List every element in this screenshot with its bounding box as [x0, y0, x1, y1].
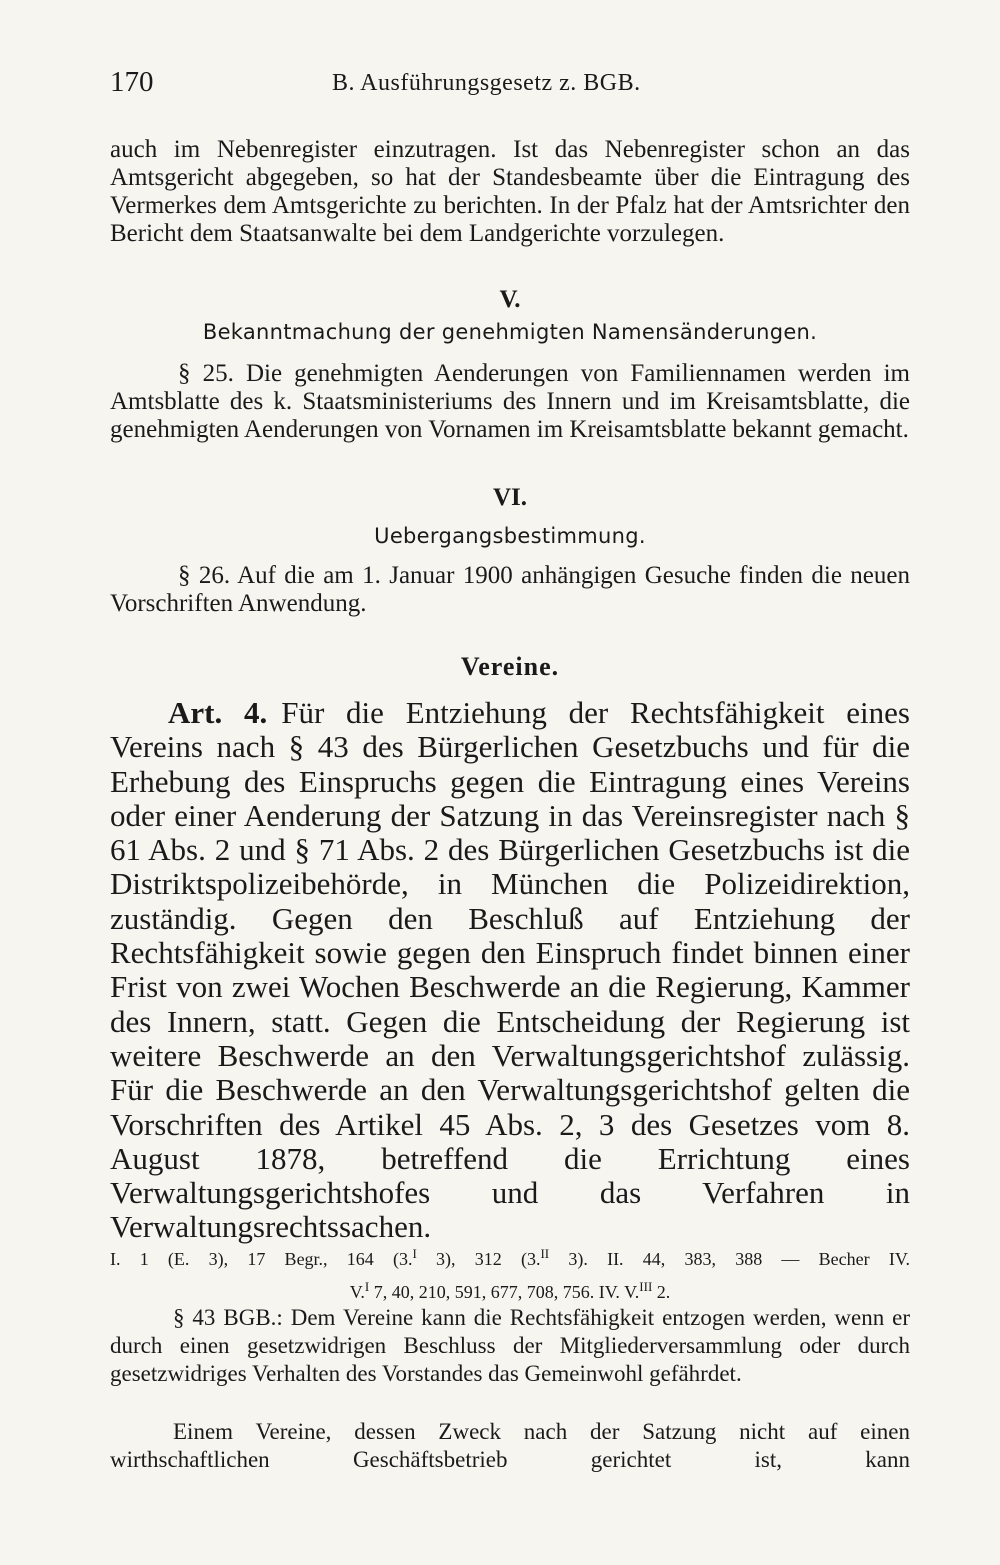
- references-block: [110, 1240, 910, 1306]
- page-number: 170: [110, 66, 154, 98]
- ref-superscript: II: [540, 1246, 550, 1261]
- article-4-paragraph: [110, 696, 910, 1245]
- article-label: Art. 4.: [168, 695, 268, 730]
- page-header: [110, 66, 910, 106]
- intro-paragraph-block: [110, 136, 910, 248]
- section-vi-paragraph: § 26. Auf die am 1. Januar 1900 anhängigen Gesuche finden die neuen Vorschriften Anwendung.: [110, 562, 910, 617]
- article-4-block: [110, 696, 910, 1245]
- section-vi-title: Uebergangsbestimmung.: [374, 524, 646, 548]
- section-v-numeral: V.: [499, 286, 521, 313]
- ref-text: V.: [349, 1282, 365, 1302]
- ref-superscript: I: [364, 1279, 370, 1294]
- section-v-paragraph: § 25. Die genehmigten Aenderungen von Familiennamen werden im Amtsblatte des k. Staatsministeriums des Innern und im Kreisamtsblatte, die genehmigten Aenderungen von Vornamen im Kreisamtsblatte bekannt gemacht.: [110, 360, 910, 443]
- ref-superscript: I: [412, 1246, 417, 1261]
- section-vi-numeral: VI.: [492, 484, 528, 511]
- running-title: B. Ausführungsgesetz z. BGB.: [332, 70, 641, 96]
- ref-text: 7, 40, 210, 591, 677, 708, 756. IV. V.: [373, 1282, 640, 1302]
- reference-line-1: [110, 1240, 910, 1273]
- ref-text: 3), 312 (3.: [436, 1249, 541, 1269]
- reference-line-2: [110, 1273, 910, 1306]
- bgb-note-paragraph-2: Einem Vereine, dessen Zweck nach der Satzung nicht auf einen wirthschaftlichen Geschäftsbetrieb gerichtet ist, kann: [110, 1419, 910, 1472]
- vereine-heading: Vereine.: [460, 652, 560, 681]
- ref-text: I. 1 (E. 3), 17 Begr., 164 (3.: [110, 1249, 413, 1269]
- section-v-block: [110, 360, 910, 444]
- section-v-title: Bekanntmachung der genehmigten Namensänderungen.: [202, 320, 818, 344]
- article-text: Für die Entziehung der Rechtsfähigkeit eines Vereins nach § 43 des Bürgerlichen Gesetzbuchs und für die Erhebung des Einspruchs gegen die Eintragung eines Vereins oder einer Aenderung der Satzung in das Vereinsregister nach § 61 Abs. 2 und § 71 Abs. 2 des Bürgerlichen Gesetzbuchs ist die Distriktspolizeibehörde, in München die Polizeidirektion, zuständig. Gegen den Beschluß auf Entziehung der Rechtsfähigkeit sowie gegen den Einspruch findet binnen einer Frist von zwei Wochen Beschwerde an die Regierung, Kammer des Innern, statt. Gegen die Entscheidung der Regierung ist weitere Beschwerde an den Verwaltungsgerichtshof zulässig. Für die Beschwerde an den Verwaltungsgerichtshof gelten die Vorschriften des Artikel 45 Abs. 2, 3 des Gesetzes vom 8. August 1878, betreffend die Errichtung eines Verwaltungsgerichtshofes und das Verfahren in Verwaltungsrechtssachen.: [110, 695, 910, 1245]
- ref-text: 3). II. 44, 383, 388 — Becher IV.: [568, 1249, 910, 1269]
- section-vi-block: [110, 562, 910, 618]
- ref-text: 2.: [656, 1282, 671, 1302]
- intro-paragraph: auch im Nebenregister einzutragen. Ist das Nebenregister schon an das Amtsgericht abgegeben, so hat der Standesbeamte über die Eintragung des Vermerkes dem Amtsgerichte zu berichten. In der Pfalz hat der Amtsrichter den Bericht dem Staatsanwalte bei dem Landgerichte vorzulegen.: [110, 136, 910, 247]
- bgb-note-paragraph-1: § 43 BGB.: Dem Vereine kann die Rechtsfähigkeit entzogen werden, wenn er durch einen gesetzwidrigen Beschluss der Mitgliederversammlung oder durch gesetzwidriges Verhalten des Vorstandes das Gemeinwohl gefährdet.: [110, 1305, 910, 1386]
- ref-superscript: III: [639, 1279, 653, 1294]
